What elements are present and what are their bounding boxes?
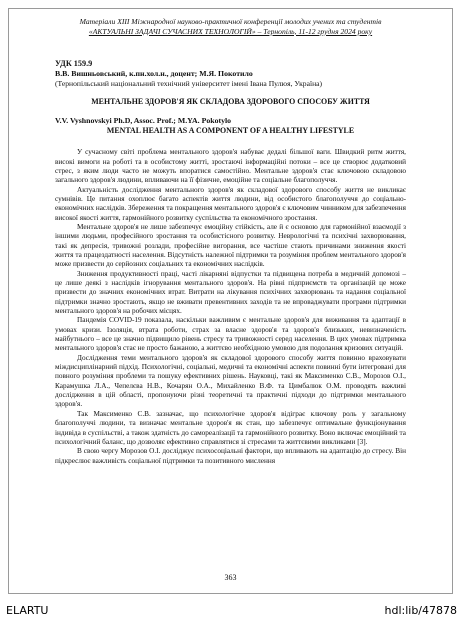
repository-footer bbox=[0, 600, 463, 620]
article-body bbox=[55, 59, 406, 466]
handle-id: hdl:lib/47878 bbox=[384, 604, 457, 617]
paragraph: У сучасному світі проблема ментального здоров'я набуває дедалі більшої ваги. Швидкий ритм життя, високі вимоги на роботі та в особистому житті, зростаючі інформаційні потоки – все це створює додатковий стрес, з яким люди часто не можуть впоратися самостійно. Ментальне здоров'я стає ключовою складовою загального здоров'я людини, впливаючи на її фізичне, емоційне та соціальне благополуччя. bbox=[55, 148, 406, 185]
page-number: 363 bbox=[224, 573, 237, 582]
article-title-ua: МЕНТАЛЬНЕ ЗДОРОВ'Я ЯК СКЛАДОВА ЗДОРОВОГО СПОСОБУ ЖИТТЯ bbox=[91, 97, 370, 107]
paragraph: Так Максименко С.В. зазначає, що психологічне здоров'я відіграє ключову роль у загальному благополуччі людини, та визначає ментальне здоров'я як стан, що забезпечує оптимальне функціонування індивіда в суспільстві, а також здатність до самореалізації та гармонійного розвитку. Воно включає емоційний та психологічний баланс, що дозволяє ефективно справлятися зі стресами та життєвими викликами [3]. bbox=[55, 409, 406, 446]
document-page bbox=[8, 8, 453, 594]
paragraph: Зниження продуктивності праці, часті лікарняні відпустки та підвищена потреба в медичній допомозі – це лише деякі з наслідків ігнорування ментального здоров'я. На рівні підприємств та організацій це може призвести до значних економічних втрат. Витрати на лікування психічних захворювань та надання соціальної підтримки значно зростають, якщо не вживати превентивних заходів та не впроваджувати програми підтримки ментального здоров'я на робочих місцях. bbox=[55, 269, 406, 316]
paragraph: Пандемія COVID-19 показала, наскільки важливим є ментальне здоров'я для виживання та адаптації в умовах кризи. Ізоляція, втрата роботи, страх за власне здоров'я та здоров'я близьких, невизначеність майбутнього – все це значно підвищило рівень стресу та тривожності серед населення. В цих умовах підтримка ментального здоров'я стає не просто бажаною, а життєво необхідною умовою для подолання кризових ситуацій. bbox=[55, 316, 406, 353]
running-header bbox=[9, 17, 452, 36]
paragraph: Дослідження теми ментального здоров'я як складової здорового способу життя повинно враховувати міждисциплінарний підхід. Психологічні, соціальні, медичні та економічні аспекти повинні бути інтегровані для повного розуміння проблеми та пошуку ефективних рішень. Науковці, такі як Максименко С.В., Морозов О.І., Карамушка Л.А., Чепелєва Н.В., Кочарян О.А., Михайленко В.Ф. та Цимбалюк О.М. проводять важливі дослідження в цій області, пропонуючи різні теоретичні та практичні підходи до підтримки ментального здоров'я. bbox=[55, 353, 406, 409]
paragraph: Актуальність дослідження ментального здоров'я як складової здорового способу життя не викликає сумнівів. Це питання охоплює багато аспектів життя людини, від особистого благополуччя до соціально-економічних наслідків. Збереження та покращення ментального здоров'я є ключовим чинником для забезпечення високої якості життя, гармонійного розвитку суспільства та економічного зростання. bbox=[55, 185, 406, 222]
header-line-2: «АКТУАЛЬНІ ЗАДАЧІ СУЧАСНИХ ТЕХНОЛОГІЙ» – Тернопіль, 11-12 грудня 2024 року bbox=[88, 26, 373, 36]
article-title-en: MENTAL HEALTH AS A COMPONENT OF A HEALTHY LIFESTYLE bbox=[106, 126, 355, 136]
repository-name: ELARTU bbox=[6, 604, 49, 617]
affiliation: (Тернопільський національний технічний університет імені Івана Пулюя, Україна) bbox=[55, 78, 323, 88]
paragraph: Ментальне здоров'я не лише забезпечує емоційну стійкість, але й є основою для гармонійної взаємодії з іншими людьми, професійного зростання та особистісного розвитку. Неврологічні та психічні захворювання, такі як депресія, тривожні розлади, професійне вигорання, все частіше стають причинами зниження якості життя та працездатності населення. Відсутність належної підтримки та розуміння проблем ментального здоров'я може призвести до серйозних соціальних та економічних наслідків. bbox=[55, 222, 406, 269]
paragraph: В свою чергу Морозов О.І. досліджує психосоціальні фактори, що впливають на адаптацію до стресу. Він підкреслює важливість соціальної підтримки та позитивного мислення bbox=[55, 447, 406, 465]
authors-ua: В.В. Вишньовський, к.пн.хол.н., доцент; М.Я. Покотило bbox=[55, 69, 253, 78]
udk-code: УДК 159.9 bbox=[55, 59, 93, 68]
authors-en: V.V. Vyshnovskyi Ph.D, Assoc. Prof.; M.YA. Pokotylo bbox=[55, 116, 232, 126]
header-line-1: Матеріали ХІІІ Міжнародної науково-практичної конференції молодих учених та студентів bbox=[79, 17, 382, 26]
